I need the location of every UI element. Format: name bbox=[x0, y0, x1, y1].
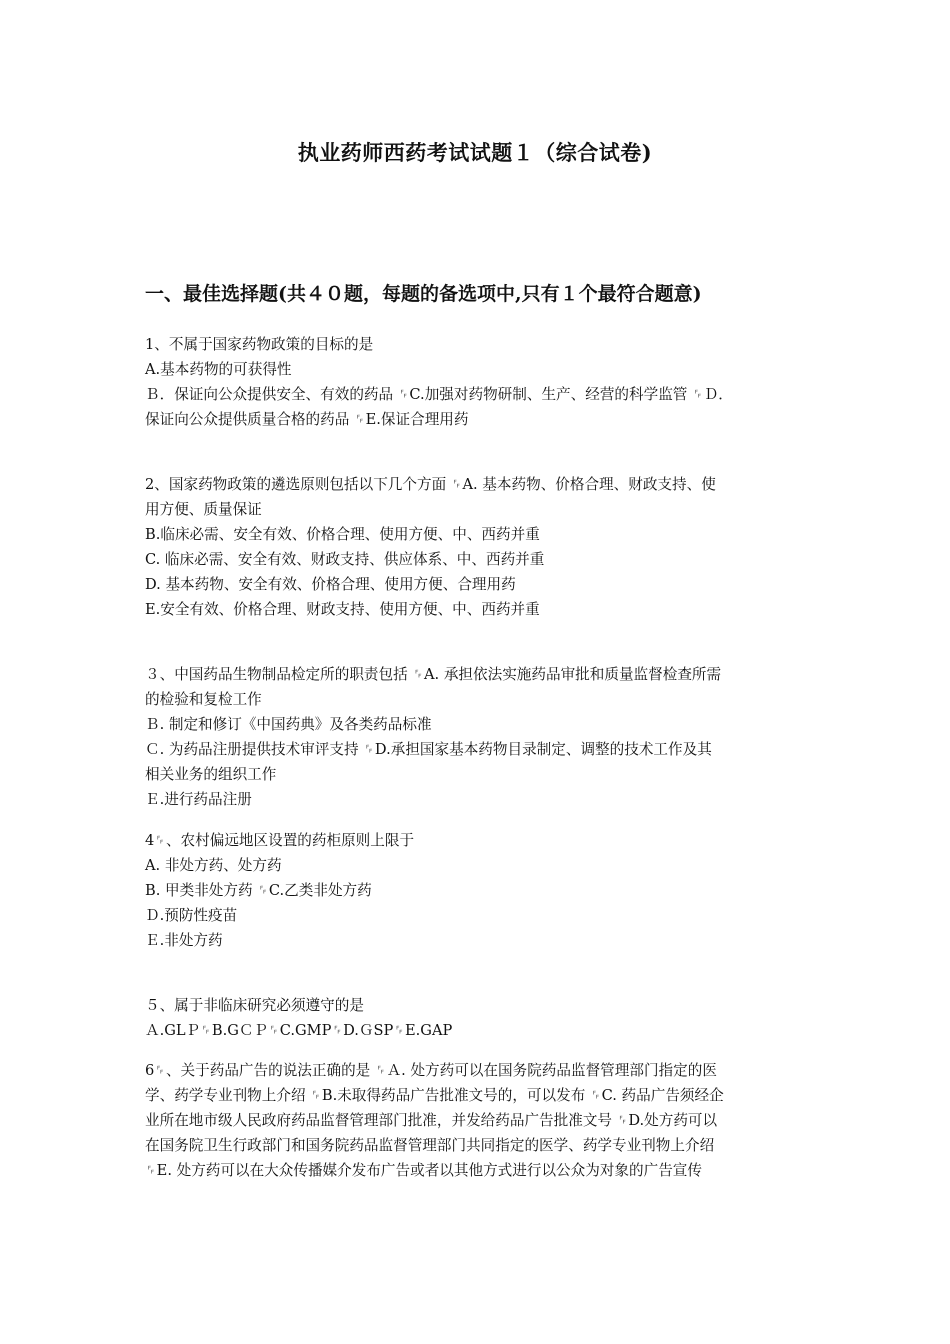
option-line: Ｃ. 为药品注册提供技术审评支持 ␌D.承担国家基本药物目录制定、调整的技术工作及其 bbox=[145, 741, 712, 758]
question-line: 6␌、关于药品广告的说法正确的是 ␌Ａ. 处方药可以在国务院药品监督管理部门指定的医 bbox=[145, 1062, 717, 1079]
question-3 bbox=[145, 662, 810, 812]
question-2 bbox=[145, 472, 810, 622]
question-line: 1、不属于国家药物政策的目标的是 bbox=[145, 336, 374, 353]
option-line: A. 非处方药、处方药 bbox=[145, 857, 282, 874]
question-line: 在国务院卫生行政部门和国务院药品监督管理部门共同指定的医学、药学专业刊物上介绍 bbox=[145, 1137, 715, 1154]
question-line: 的检验和复检工作 bbox=[145, 691, 262, 708]
question-1 bbox=[145, 332, 810, 432]
question-line: ５、属于非临床研究必须遵守的是 bbox=[145, 997, 364, 1014]
question-4 bbox=[145, 828, 810, 953]
option-line: Ａ.GLＰ␌B.GＣＰ␌C.GMP␌D.ＧSP␌E.GAP bbox=[145, 1022, 453, 1039]
question-5 bbox=[145, 993, 810, 1043]
section-heading: 一、最佳选择题(共４０题，每题的备选项中,只有１个最符合题意) bbox=[145, 283, 702, 305]
option-line: 相关业务的组织工作 bbox=[145, 766, 277, 783]
question-line: 用方便、质量保证 bbox=[145, 501, 262, 518]
question-line: 业所在地市级人民政府药品监督管理部门批准，并发给药品广告批准文号 ␌D.处方药可以 bbox=[145, 1112, 718, 1129]
question-line: 学、药学专业刊物上介绍 ␌B.未取得药品广告批准文号的，可以发布 ␌C. 药品广告须经企 bbox=[145, 1087, 724, 1104]
option-line: E.安全有效、价格合理、财政支持、使用方便、中、西药并重 bbox=[145, 601, 540, 618]
option-line: A.基本药物的可获得性 bbox=[145, 361, 292, 378]
option-line: Ｅ.非处方药 bbox=[145, 932, 223, 949]
option-line: Ｂ. 制定和修订《中国药典》及各类药品标准 bbox=[145, 716, 432, 733]
option-line: 保证向公众提供质量合格的药品 ␌E.保证合理用药 bbox=[145, 411, 469, 428]
option-line: B. 甲类非处方药 ␌C.乙类非处方药 bbox=[145, 882, 372, 899]
option-line: C. 临床必需、安全有效、财政支持、供应体系、中、西药并重 bbox=[145, 551, 545, 568]
question-line: 2、国家药物政策的遴选原则包括以下几个方面 ␌A. 基本药物、价格合理、财政支持、使 bbox=[145, 476, 716, 493]
question-6 bbox=[145, 1058, 810, 1183]
question-line: ３、中国药品生物制品检定所的职责包括 ␌A. 承担依法实施药品审批和质量监督检查所需 bbox=[145, 666, 722, 683]
option-line: Ｂ．保证向公众提供安全、有效的药品 ␌C.加强对药物研制、生产、经营的科学监管 ␌Ｄ． bbox=[145, 386, 733, 403]
option-line: Ｅ.进行药品注册 bbox=[145, 791, 252, 808]
question-line: ␌E. 处方药可以在大众传播媒介发布广告或者以其他方式进行以公众为对象的广告宣传 bbox=[145, 1162, 702, 1179]
question-line: 4␌、农村偏远地区设置的药柜原则上限于 bbox=[145, 832, 415, 849]
option-line: B.临床必需、安全有效、价格合理、使用方便、中、西药并重 bbox=[145, 526, 540, 543]
document-title: 执业药师西药考试试题１（综合试卷) bbox=[297, 140, 653, 165]
option-line: D. 基本药物、安全有效、价格合理、使用方便、合理用药 bbox=[145, 576, 516, 593]
option-line: Ｄ.预防性疫苗 bbox=[145, 907, 238, 924]
